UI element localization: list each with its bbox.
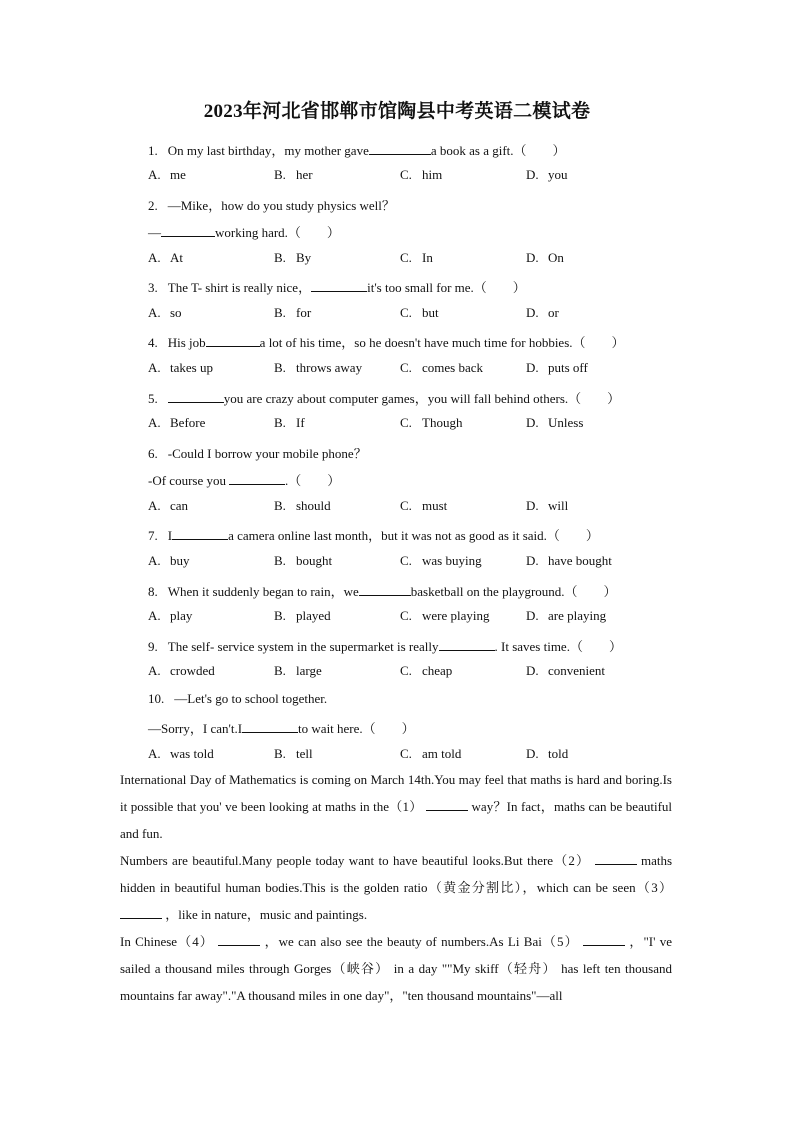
question-8 <box>148 581 617 600</box>
question-7 <box>148 525 599 544</box>
option-c[interactable]: C. In <box>400 250 433 265</box>
answer-blank <box>583 933 625 946</box>
question-text: I <box>167 528 173 543</box>
question-9 <box>148 636 622 655</box>
question-text: -Could I borrow your mobile phone？ <box>167 446 367 461</box>
answer-blank <box>369 142 431 155</box>
passage-paragraph-2: Numbers are beautiful.Many people today want to have beautiful looks.But there（2） maths hidden in beautiful human bodies.This is the golden ratio（黄金分割比），which can be seen（3） ，like in nature，music and paintings. <box>120 853 673 922</box>
options-row-10 <box>148 746 668 764</box>
question-text: a book as a gift.（ ） <box>430 143 566 158</box>
option-c[interactable]: C. was buying <box>400 553 482 568</box>
option-c[interactable]: C. him <box>400 167 443 182</box>
question-text: When it suddenly began to rain，we <box>167 584 359 599</box>
option-b[interactable]: B. large <box>274 663 322 678</box>
question-number: 4. <box>148 335 158 350</box>
passage-paragraph-3: In Chinese（4） ，we can also see the beauty of numbers.As Li Bai（5） ，"I' ve sailed a thousand miles through Gorges（峡谷） in a day ""My skiff（轻舟） has left ten thousand mountains far away"."A thousand miles in one day"，"ten thousand mountains"—all <box>120 934 673 1003</box>
question-number: 10. <box>148 691 165 706</box>
option-b[interactable]: B. bought <box>274 553 333 568</box>
question-6 <box>148 443 367 462</box>
question-number: 8. <box>148 584 158 599</box>
option-b[interactable]: B. should <box>274 498 331 513</box>
question-text: On my last birthday，my mother gave <box>167 143 369 158</box>
option-d[interactable]: D. puts off <box>526 360 588 375</box>
answer-blank <box>359 583 411 596</box>
option-d[interactable]: D. have bought <box>526 553 612 568</box>
answer-blank <box>229 472 285 485</box>
option-d[interactable]: D. are playing <box>526 608 607 623</box>
option-c[interactable]: C. comes back <box>400 360 484 375</box>
option-a[interactable]: A. play <box>148 608 193 623</box>
question-5 <box>148 388 620 407</box>
option-a[interactable]: A. At <box>148 250 183 265</box>
question-text: working hard.（ ） <box>215 225 340 240</box>
option-b[interactable]: B. By <box>274 250 312 265</box>
option-a[interactable]: A. buy <box>148 553 190 568</box>
option-d[interactable]: D. convenient <box>526 663 606 678</box>
option-a[interactable]: A. takes up <box>148 360 213 375</box>
option-b[interactable]: B. played <box>274 608 331 623</box>
answer-blank <box>242 720 298 733</box>
options-row-8 <box>148 608 668 626</box>
question-text: The self- service system in the supermarket is really <box>167 639 439 654</box>
option-a[interactable]: A. crowded <box>148 663 215 678</box>
option-c[interactable]: C. were playing <box>400 608 490 623</box>
answer-blank <box>426 798 468 811</box>
answer-blank <box>595 852 637 865</box>
question-number: 1. <box>148 143 158 158</box>
answer-blank <box>218 933 260 946</box>
answer-blank <box>172 527 228 540</box>
options-row-6 <box>148 498 668 516</box>
question-text: .（ ） <box>284 473 341 488</box>
question-10 <box>148 691 327 707</box>
question-number: 3. <box>148 280 158 295</box>
question-text: —Mike，how do you study physics well？ <box>167 198 395 213</box>
question-4 <box>148 332 625 351</box>
question-1 <box>148 140 566 159</box>
question-3 <box>148 277 526 296</box>
option-d[interactable]: D. told <box>526 746 569 761</box>
option-c[interactable]: C. cheap <box>400 663 453 678</box>
option-a[interactable]: A. me <box>148 167 186 182</box>
question-text: — <box>148 225 161 240</box>
question-text: —Sorry，I can't.I <box>148 721 243 736</box>
question-number: 7. <box>148 528 158 543</box>
options-row-4 <box>148 360 668 378</box>
options-row-1 <box>148 167 668 185</box>
option-a[interactable]: A. can <box>148 498 189 513</box>
option-b[interactable]: B. for <box>274 305 312 320</box>
answer-blank <box>311 279 367 292</box>
option-d[interactable]: D. you <box>526 167 568 182</box>
question-2-line2 <box>148 222 340 241</box>
question-text: His job <box>167 335 206 350</box>
question-text: a camera online last month，but it was not as good as it said.（ ） <box>228 528 599 543</box>
page-title: 2023年河北省邯郸市馆陶县中考英语二模试卷 <box>203 101 591 122</box>
question-number: 9. <box>148 639 158 654</box>
answer-blank <box>120 906 162 919</box>
options-row-9 <box>148 663 668 681</box>
option-b[interactable]: B. tell <box>274 746 313 761</box>
option-d[interactable]: D. or <box>526 305 559 320</box>
question-text: it's too small for me.（ ） <box>367 280 526 295</box>
answer-blank <box>439 638 495 651</box>
answer-blank <box>161 224 215 237</box>
option-c[interactable]: C. must <box>400 498 448 513</box>
question-10-line2 <box>148 718 415 737</box>
option-c[interactable]: C. am told <box>400 746 462 761</box>
option-b[interactable]: B. throws away <box>274 360 363 375</box>
question-number: 6. <box>148 446 158 461</box>
option-d[interactable]: D. Unless <box>526 415 584 430</box>
option-a[interactable]: A. was told <box>148 746 214 761</box>
question-text: —Let's go to school together. <box>174 691 328 706</box>
option-b[interactable]: B. If <box>274 415 305 430</box>
question-text: to wait here.（ ） <box>298 721 415 736</box>
question-number: 5. <box>148 391 158 406</box>
option-a[interactable]: A. Before <box>148 415 206 430</box>
question-text: The T- shirt is really nice， <box>167 280 312 295</box>
answer-blank <box>168 390 224 403</box>
passage-paragraph-1: International Day of Mathematics is coming on March 14th.You may feel that maths is hard and boring.Is it possible that you' ve been looking at maths in the（1） way？In fact，maths can be beautiful and fun. <box>120 772 673 841</box>
question-text: a lot of his time，so he doesn't have much time for hobbies.（ ） <box>259 335 625 350</box>
option-a[interactable]: A. so <box>148 305 182 320</box>
answer-blank <box>206 334 260 347</box>
question-text: basketball on the playground.（ ） <box>410 584 617 599</box>
question-6-line2 <box>148 470 340 489</box>
question-2 <box>148 195 395 214</box>
options-row-2 <box>148 250 668 268</box>
option-c[interactable]: C. but <box>400 305 439 320</box>
options-row-7 <box>148 553 668 571</box>
options-row-3 <box>148 305 668 323</box>
question-text: -Of course you <box>148 473 226 488</box>
cloze-passage <box>120 766 672 1009</box>
options-row-5 <box>148 415 668 433</box>
question-text: you are crazy about computer games，you will fall behind others.（ ） <box>223 391 621 406</box>
option-c[interactable]: C. Though <box>400 415 463 430</box>
option-d[interactable]: D. On <box>526 250 564 265</box>
option-b[interactable]: B. her <box>274 167 313 182</box>
question-text: . It saves time.（ ） <box>494 639 622 654</box>
option-d[interactable]: D. will <box>526 498 569 513</box>
question-number: 2. <box>148 198 158 213</box>
